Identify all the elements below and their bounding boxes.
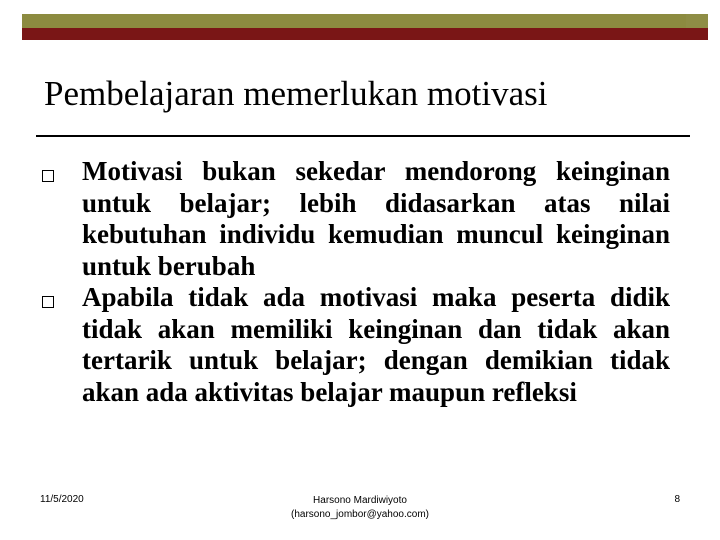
hollow-square-bullet-icon [42,170,54,182]
bullet-item [40,156,670,282]
page-number: 8 [674,494,680,505]
title-underline-rule [36,135,690,137]
bullet-list [40,156,670,408]
bullet-item [40,282,670,408]
top-decorative-bar [22,14,686,40]
slide-title: Pembelajaran memerlukan motivasi [44,74,548,113]
footer-author: Harsono Mardiwiyoto [313,495,407,506]
top-right-corner-block [686,14,708,40]
bullet-text: Motivasi bukan sekedar mendorong keinginan untuk belajar; lebih didasarkan atas nilai kebutuhan individu kemudian muncul keinginan untuk berubah [82,156,670,281]
footer-date: 11/5/2020 [40,494,84,505]
footer-email: (harsono_jombor@yahoo.com) [291,509,429,520]
top-bar-olive-stripe [22,14,686,28]
footer-author-block [260,494,460,522]
bullet-text: Apabila tidak ada motivasi maka peserta didik tidak akan memiliki keinginan dan tidak akan tertarik untuk belajar; dengan demikian tidak akan ada aktivitas belajar maupun refleksi [82,282,670,407]
hollow-square-bullet-icon [42,296,54,308]
